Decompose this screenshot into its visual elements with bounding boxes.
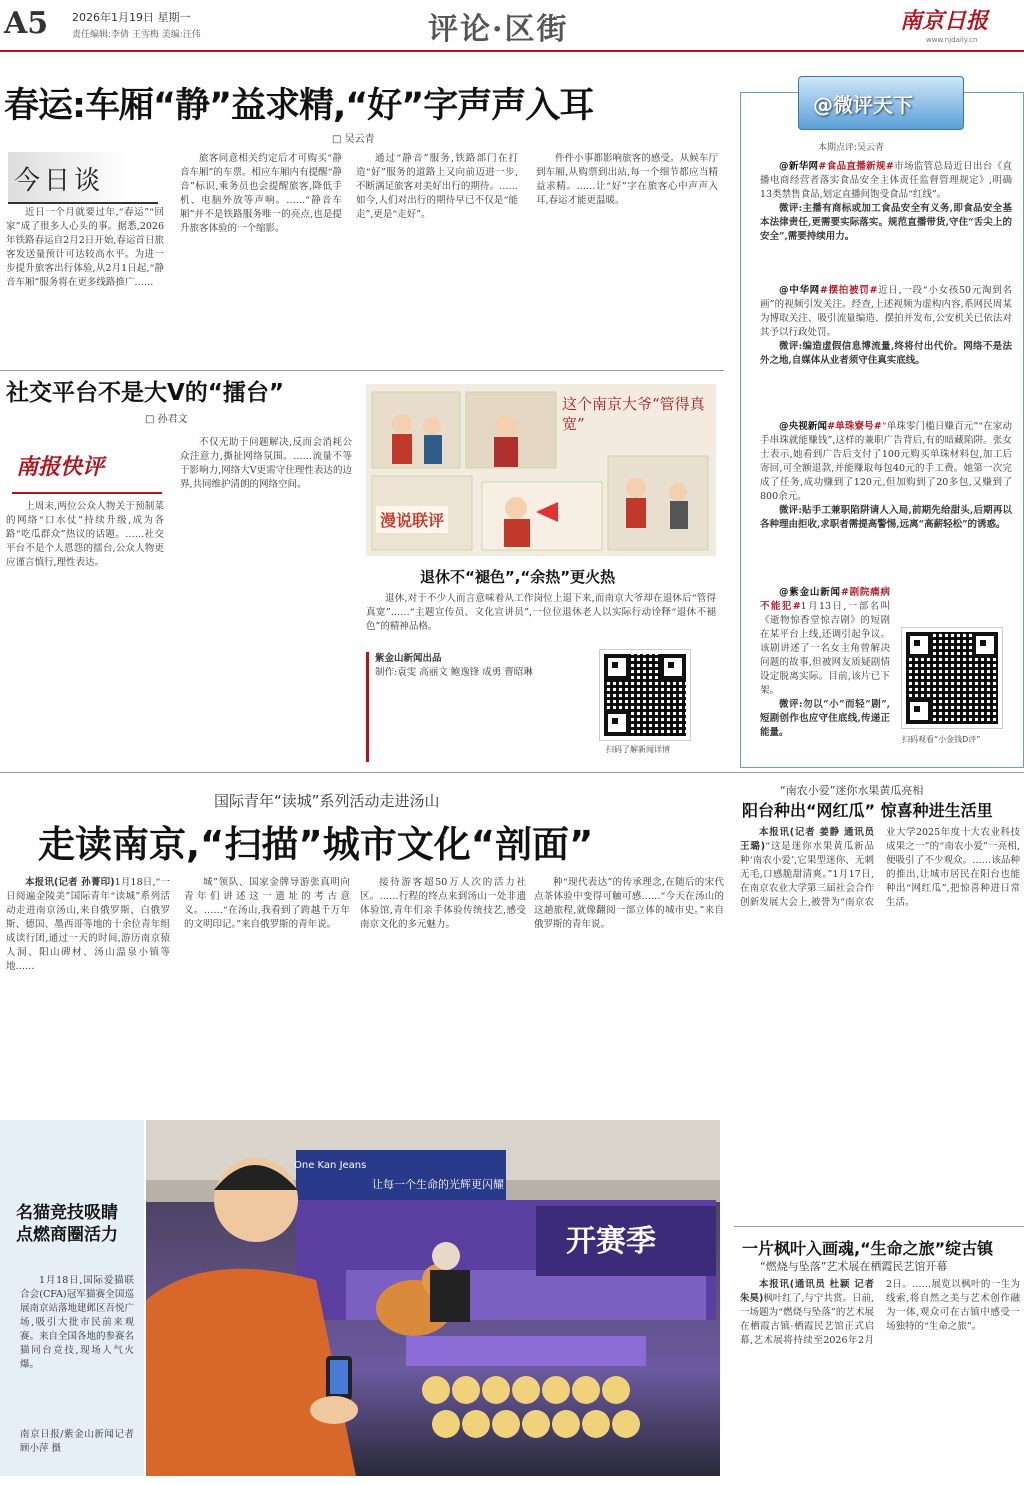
retire-comic-tag: 漫说联评	[376, 506, 448, 533]
lead-column-2: 旅客同意相关约定后才可购买“静音车厢”的车票。相应车厢内有提醒“静音”标识,乘务员也会提醒旅客,降低手机、电脑外放等声响。……“静音车厢”并不是铁路服务唯一的亮点,也是提升旅客体验的一个缩影。	[180, 153, 342, 234]
reading-column-2: 城”领队、国家金牌导游张真明向青年们讲述这一遗址的考古意义。……“在汤山,我看到了跨越千万年的文明印记。”来自俄罗斯的青年说。	[184, 877, 350, 930]
column-badge-kuaiping	[12, 444, 162, 494]
header-editors: 责任编辑:李倩 王雪梅 美编:汪伟	[72, 30, 201, 40]
cat-title-line-2: 点燃商圈活力	[16, 1225, 118, 1245]
weiping-title-box	[798, 76, 964, 130]
social-column-2: 不仅无助于问题解决,反而会消耗公众注意力,撕扯网络氛围。……流量不等于影响力,网络大V更需守住理性表达的边界,共同维护清朗的网络空间。	[180, 437, 352, 490]
weiping-host: 本期点评:吴云青	[818, 143, 885, 153]
lead-author: 吴云青	[344, 134, 375, 145]
newspaper-logo: 南京日报	[900, 8, 989, 34]
cat-show-photo	[146, 1120, 720, 1476]
reading-column-1: 本报讯(记者 孙菁印)1月18日,“一日阅遍金陵美”国际青年“读城”系列活动走进南京汤山,来自俄罗斯、白俄罗斯、德国、墨西哥等地的十余位青年组成读行团,通过一天的时间,游历南京猿人洞、阳山碑材、汤山温泉小镇等地……	[6, 877, 170, 972]
social-title: 社交平台不是大V的“擂台”	[6, 380, 285, 406]
header-date: 2026年1月19日 星期一	[72, 11, 191, 24]
social-column-1: 上周末,两位公众人物关于预制菜的网络“口水仗”持续升级,成为各路“吃瓜群众”热议的话题。……社交平台不是个人恩怨的擂台,公众人物更应谨言慎行,理性表达。	[6, 501, 164, 568]
store-sign: One Kan Jeans	[294, 1160, 367, 1171]
fruit-kicker: “南农小爱”迷你水果黄瓜亮相	[780, 784, 924, 797]
lead-column-3: 通过“静音”服务,铁路部门在打造“好”服务的道路上又向前迈进一步,不断满足旅客对美好出行的期待。……如今,人们对出行的期待早已不仅是“能走”,更是“走好”。	[356, 153, 518, 220]
website-url: www.njdaily.cn	[926, 36, 978, 44]
weiping-item-3: @央视新闻#单珠寮号#“单珠零门槛日赚百元”“在家动手串珠就能赚钱”,这样的兼职广告背后,有的暗藏陷阱。张女士表示,她看到广告后支付了100元购买单珠材料包,加工后寄回,可全额退款,并能赚取每包40元的手工费。她第一次完成了任务,成功赚到了120元,但加购到了20多包,又赚到了800余元。 微评:贴手工兼职陷阱请人入局,前期先给甜头,后期再以各种理由拒收,求职者需提高警惕,远离“高薪轻松”的诱惑。	[760, 421, 1012, 530]
retire-comic	[366, 384, 716, 556]
column-badge-text: 今日谈	[14, 166, 105, 196]
retire-comic-banner: 这个南京大爷“管得真宽”	[562, 395, 705, 433]
social-author: 孙君文	[157, 414, 188, 425]
retire-title: 退休不“褪色”,“余热”更火热	[420, 568, 616, 586]
weiping-qr-code[interactable]	[902, 628, 1002, 728]
column-badge-today	[8, 152, 158, 204]
maple-body: 本报讯(通讯员 杜颖 记者 朱昊)枫叶红了,与宁共赏。日前,一场题为“燃烧与坠落”的艺术展在栖霞古镇·栖霞民艺馆正式启幕,艺术展将持续至2026年2月2日。……展览以枫叶的一生为线索,将自然之美与艺术创作融为一体,观众可在古镇中感受一场独特的“生命之旅”。	[740, 1279, 1020, 1346]
weiping-title: @微评天下	[813, 93, 913, 117]
column-badge-kuaiping-text: 南报快评	[16, 454, 105, 480]
cat-photo-credit: 南京日报/紫金山新闻记者 顾小萍 摄	[20, 1429, 134, 1454]
fruit-title: 阳台种出“网红瓜” 惊喜种进生活里	[742, 801, 993, 820]
cat-show-banner: 让每一个生命的光辉更闪耀	[372, 1178, 504, 1191]
retire-credit-box	[366, 652, 588, 762]
cat-show-season: 开赛季	[566, 1224, 656, 1259]
page-header	[0, 0, 1024, 50]
reading-column-3: 接待游客超50万人次的活力社区。……行程的终点来到汤山一处非遗体验馆,青年们亲手体验传统技艺,感受南京文化的多元魅力。	[360, 877, 526, 930]
maple-title: 一片枫叶入画魂,“生命之旅”绽古镇	[742, 1239, 994, 1258]
retire-credit: 紫金山新闻出品	[375, 653, 442, 664]
lead-bottom-rule	[0, 370, 724, 371]
mid-rule	[0, 772, 1024, 773]
weiping-item-1: @新华网#食品直播新规#市场监管总局近日出台《直播电商经营者落实食品安全主体责任监督管理规定》,明确13类禁售食品,划定直播间饱受食品“红线”。 微评:主播有商标或加工食品安全有义务,即食品安全基本法律责任,更需要实际落实。规范直播带货,守住“舌尖上的安全”,需要持续用力。	[760, 161, 1012, 242]
cat-caption: 1月18日,国际爱猫联合会(CFA)冠军猫赛全国巡展南京站落地建邺区吾悦广场,吸引大批市民前来观赛。来自全国各地的参赛名猫同台竞技,现场人气火爆。	[20, 1275, 134, 1370]
lead-column-4: 件件小事都影响旅客的感受。从候车厅到车厢,从购票到出站,每一个细节都应当精益求精。……让“好”字在旅客心中声声入耳,春运才能更温暖。	[536, 153, 718, 206]
lead-title: 春运:车厢“静”益求精,“好”字声声入耳	[4, 86, 594, 126]
reading-kicker: 国际青年“读城”系列活动走进汤山	[214, 792, 440, 810]
fruit-body: 本报讯(记者 姜静 通讯员 王璐)“这是迷你水果黄瓜新品种‘南农小爱’,它果型迷你、无刺无毛,口感脆甜清爽。”1月17日,在南京农业大学第三届社会合作创新发展大会上,被誉为“南京农业大学2025年度十大农业科技成果之一”的“南农小爱”一亮相,便吸引了不少观众。……该品种的推出,让城市居民在阳台也能种出“网红瓜”,把惊喜种进日常生活。	[740, 827, 1020, 908]
reading-column-4: 种“现代表达”的传承理念,在随后的宋代点茶体验中变得可触可感……“今天在汤山的这趟旅程,就像翻阅一部立体的城市史。”来自俄罗斯的青年说。	[534, 877, 724, 930]
social-byline: □ 孙君文	[145, 414, 188, 425]
reading-title: 走读南京,“扫描”城市文化“剖面”	[38, 823, 594, 866]
page-number: A5	[4, 6, 49, 41]
section-title: 评论·区街	[428, 12, 569, 47]
cat-title-line-1: 名猫竞技吸睛	[16, 1203, 118, 1223]
retire-staff: 制作:袁雯 高丽文 鲍逸锋 成勇 曹昭琳	[375, 667, 533, 678]
weiping-item-4: @紫金山新闻#剧院痛病不能犯#1月13日,一部名叫《逝物惊香堂惊吉剧》的短剧在某平台上线,还调引起争议。该剧讲述了一名女主角曾解决问题的故事,但被网友质疑剧情设定脱离实际。目前,该片已下架。 微评:勿以“小”而轻“剧”,短剧创作也应守住底线,传递正能量。	[760, 587, 890, 738]
cat-show-scene	[146, 1120, 720, 1476]
maple-kicker: “燃烧与坠落”艺术展在栖霞民艺馆开幕	[760, 1260, 948, 1273]
weiping-item-2: @中华网#摆拍被罚#近日,一段“小女孩50元淘到名画”的视频引发关注。经查,上述视频为虚构内容,系网民周某为博取关注、吸引流量编造、摆拍并发布,公安机关已依法对其予以行政处罚。 微评:编造虚假信息博流量,终将付出代价。网络不是法外之地,自媒体从业者须守住真实底线。	[760, 285, 1012, 366]
maple-top-rule	[734, 1226, 1024, 1227]
retire-qr-code[interactable]	[600, 650, 690, 740]
retire-qr-caption: 扫码了解新闻详情	[606, 745, 670, 754]
header-rule	[0, 50, 1024, 52]
lead-byline: □ 吴云青	[332, 134, 375, 145]
retire-body: 退休,对于不少人而言意味着从工作岗位上退下来,而南京大爷却在退休后“管得真宽”……“主题宣传员、文化宣讲员”,一位位退休老人以实际行动诠释“退休不褪色”的精神品格。	[366, 593, 716, 632]
lead-column-1: 近日一个月就要过年,“春运”“回家”成了很多人心头的事。据悉,2026年铁路春运自2月2日开始,春运首日旅客发送量预计可达较高水平。为进一步提升旅客出行体验,从2月1日起,“静音车厢”服务将在更多线路推广……	[6, 207, 164, 288]
weiping-qr-caption: 扫码观看“小金钱D评”	[902, 735, 981, 744]
